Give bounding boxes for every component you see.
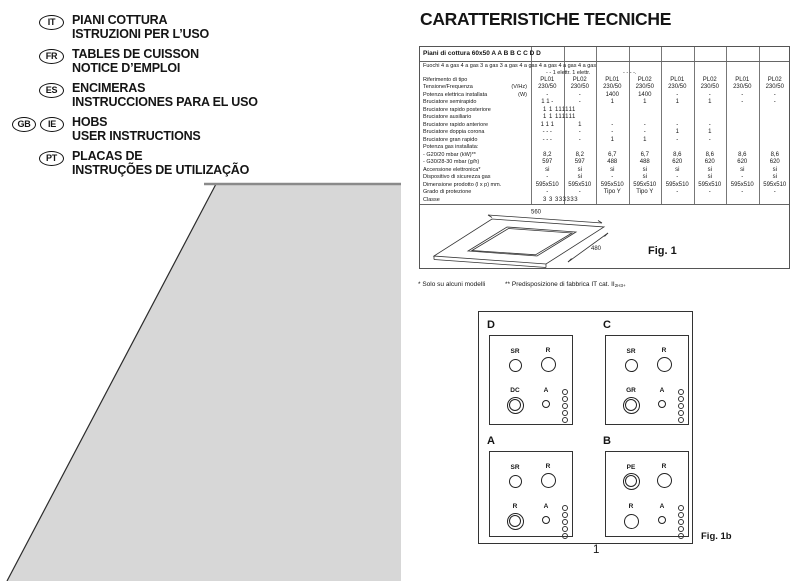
- table-cell: 230/50: [733, 84, 752, 91]
- control-knob: [678, 519, 684, 525]
- table-row: [420, 129, 789, 137]
- table-cell: si: [740, 166, 745, 173]
- table-cell: 595x510: [633, 181, 657, 188]
- table-row: [420, 182, 789, 190]
- table-row: [420, 122, 789, 130]
- table-cell: 595x510: [665, 181, 689, 188]
- fig1-cell: [420, 205, 789, 268]
- language-title: [72, 116, 201, 143]
- table-cell: -: [643, 129, 646, 136]
- table-row: [420, 77, 789, 85]
- table-cell: PL01: [735, 77, 750, 83]
- row-label: Riferimento di tipo: [423, 77, 468, 83]
- control-knob: [678, 526, 684, 532]
- burner-a-circle: [658, 400, 666, 408]
- language-line2: INSTRUCCIONES PARA EL USO: [72, 94, 258, 109]
- table-row: [420, 99, 789, 107]
- table-cell: -: [676, 189, 679, 196]
- table-cell: 1: [610, 99, 614, 106]
- language-badges: [12, 151, 64, 166]
- language-badges: [12, 117, 64, 132]
- burner-pe-circle: [623, 473, 640, 490]
- language-title: [72, 150, 249, 177]
- table-row: [420, 137, 789, 145]
- row-label: Bruciatore gran rapido: [423, 136, 478, 143]
- table-cell: 595x510: [763, 181, 787, 188]
- table-row: [420, 92, 789, 100]
- burner-label: A: [659, 387, 665, 394]
- burner-r-circle: [624, 514, 639, 529]
- table-cell: -: [578, 189, 581, 196]
- table-cell: 1: [578, 121, 582, 128]
- table-cell: 6,7: [640, 151, 649, 158]
- table-cell: si: [772, 174, 777, 181]
- burner-label: A: [659, 503, 665, 510]
- table-cell: Tipo Y: [636, 189, 654, 196]
- language-line1: HOBS: [72, 115, 108, 129]
- dim-560-label: 560: [530, 209, 542, 216]
- row-label: Classe: [423, 196, 440, 203]
- table-cell: si: [642, 166, 647, 173]
- control-knob: [562, 505, 568, 511]
- burner-r-circle: [541, 473, 556, 488]
- table-cell: -: [578, 129, 581, 136]
- row-label: Tensione/Frequenza: [423, 84, 473, 91]
- table-cell: 230/50: [668, 84, 687, 91]
- language-badges: [12, 49, 64, 64]
- table-cell: -: [546, 189, 549, 196]
- table-cell: 1: [610, 136, 614, 143]
- row-label: Dispositivo di sicurezza gas: [423, 174, 491, 181]
- row-unit: (W): [518, 91, 527, 98]
- table-cell: -: [708, 121, 711, 128]
- control-knob: [678, 389, 684, 395]
- table-cell: 8,6: [705, 151, 714, 158]
- table-cell: -: [676, 174, 679, 181]
- table-cell: 230/50: [635, 84, 654, 91]
- table-cell: PL01: [670, 77, 685, 83]
- burner-r-circle: [541, 357, 556, 372]
- burner-label: R: [545, 463, 551, 470]
- language-badge-pt: PT: [39, 151, 64, 166]
- language-line1: ENCIMERAS: [72, 81, 146, 95]
- table-cell: 230/50: [700, 84, 719, 91]
- language-line1: PLACAS DE: [72, 149, 143, 163]
- table-row: [420, 84, 789, 92]
- fig1-caption: Fig. 1: [648, 245, 677, 257]
- table-cell: Tipo Y: [603, 189, 621, 196]
- table-cell: PL02: [767, 77, 782, 83]
- spec-table: [419, 46, 790, 269]
- control-knob: [678, 396, 684, 402]
- table-cell: 1400: [605, 91, 619, 98]
- table-cell: si: [707, 166, 712, 173]
- language-line2: USER INSTRUCTIONS: [72, 128, 201, 143]
- control-knob: [678, 533, 684, 539]
- table-cell: 230/50: [570, 84, 589, 91]
- table-cell: si: [545, 166, 550, 173]
- table-cell: 1: [708, 129, 712, 136]
- burner-sr-circle: [625, 359, 638, 372]
- footnote-2-subscript: 2H3+: [614, 283, 626, 288]
- burner-label: A: [543, 503, 549, 510]
- table-row: [420, 197, 789, 205]
- table-cell: -: [546, 91, 549, 98]
- fuochi-row: Fuochi 4 a gas 4 a gas 3 a gas 3 a gas 4 a gas 4 a gas 4 a gas 4 a gas: [423, 63, 597, 69]
- row-label: Potenza elettrica installata: [423, 91, 488, 98]
- burner-r-circle: [657, 473, 672, 488]
- dim-480-label: 480: [591, 246, 602, 252]
- control-knob: [678, 417, 684, 423]
- table-cell: si: [577, 166, 582, 173]
- language-badges: [12, 83, 64, 98]
- control-knob: [678, 403, 684, 409]
- row-label: Bruciatore rapido posteriore: [423, 106, 491, 113]
- table-cell: 1 1 1: [540, 121, 554, 128]
- table-cell: 8,6: [738, 151, 747, 158]
- language-title: [72, 82, 258, 109]
- language-line1: TABLES DE CUISSON: [72, 47, 199, 61]
- row-label: Bruciatore ausiliario: [423, 114, 472, 121]
- language-line2: INSTRUÇÕES DE UTILIZAÇÃO: [72, 162, 250, 177]
- row-values-compressed: 3 3 333333: [543, 196, 579, 203]
- table-cell: 595x510: [600, 181, 624, 188]
- table-cell: 488: [607, 159, 618, 166]
- table-cell: PL02: [637, 77, 652, 83]
- language-line2: ISTRUZIONI PER L’USO: [72, 26, 209, 41]
- table-cell: 1: [643, 136, 647, 143]
- table-cell: 488: [639, 159, 650, 166]
- table-cell: -: [708, 91, 711, 98]
- table-cell: 595x510: [568, 181, 592, 188]
- table-cell: 1: [675, 99, 679, 106]
- table-cell: si: [642, 174, 647, 181]
- table-cell: -: [611, 174, 614, 181]
- table-cell: 1400: [638, 91, 652, 98]
- row-label: Bruciatore doppia corona: [423, 129, 485, 136]
- table-cell: - - -: [542, 136, 552, 143]
- table-cell: 620: [769, 159, 780, 166]
- page-number: 1: [593, 544, 600, 556]
- row-label: - G30/28-30 mbar (g/h): [423, 159, 480, 166]
- table-cell: 1: [708, 99, 712, 106]
- table-cell: 620: [737, 159, 748, 166]
- burner-label: DC: [510, 387, 520, 394]
- table-cell: 1 1 -: [541, 99, 554, 106]
- table-cell: si: [675, 166, 680, 173]
- table-cell: - - -: [542, 129, 552, 136]
- table-cell: PL02: [572, 77, 587, 83]
- table-cell: 8,6: [770, 151, 779, 158]
- table-cell: 8,2: [575, 151, 584, 158]
- burner-label: R: [661, 347, 667, 354]
- burner-label: PE: [626, 464, 636, 471]
- table-divider: [420, 61, 789, 62]
- table-cell: si: [577, 174, 582, 181]
- language-badge-es: ES: [39, 83, 64, 98]
- table-cell: 8,2: [543, 151, 552, 158]
- row-values-compressed: 1 1 111111: [543, 114, 576, 121]
- hob-panels: [478, 311, 693, 544]
- table-cell: -: [578, 136, 581, 143]
- table-cell: -: [773, 189, 776, 196]
- control-knob: [562, 389, 568, 395]
- table-cell: -: [578, 99, 581, 106]
- row-label: Bruciatore rapido anteriore: [423, 121, 489, 128]
- table-cell: PL01: [540, 77, 555, 83]
- control-knob: [678, 505, 684, 511]
- control-knob: [562, 533, 568, 539]
- control-knob: [562, 417, 568, 423]
- burner-label: R: [512, 503, 518, 510]
- row-values-compressed: 1 1 111111: [543, 106, 576, 113]
- language-title: [72, 14, 209, 41]
- table-cell: 1: [643, 99, 647, 106]
- table-cell: PL02: [702, 77, 717, 83]
- table-cell: -: [676, 136, 679, 143]
- table-cell: 620: [672, 159, 683, 166]
- table-cell: -: [741, 99, 744, 106]
- row-label: Bruciatore semirapido: [423, 99, 477, 106]
- footnote-1: * Solo su alcuni modelli: [418, 281, 486, 288]
- control-knob: [562, 526, 568, 532]
- table-cell: -: [741, 189, 744, 196]
- table-row: [420, 152, 789, 160]
- table-row: [420, 167, 789, 175]
- table-row: [420, 189, 789, 197]
- hob-panel-b: [605, 451, 689, 537]
- table-row: [420, 107, 789, 115]
- panel-label-c: C: [603, 319, 611, 331]
- table-cell: PL01: [605, 77, 620, 83]
- table-cell: 620: [704, 159, 715, 166]
- table-cell: 595x510: [730, 181, 754, 188]
- control-knob: [678, 512, 684, 518]
- language-badge-ie: IE: [40, 117, 64, 132]
- table-row: [420, 114, 789, 122]
- panel-label-b: B: [603, 435, 611, 447]
- panel-label-d: D: [487, 319, 495, 331]
- language-badge-gb: GB: [12, 117, 36, 132]
- burner-a-circle: [658, 516, 666, 524]
- burner-label: SR: [626, 348, 636, 355]
- table-row: [420, 144, 789, 152]
- burner-label: R: [628, 503, 634, 510]
- burner-label: GR: [626, 387, 636, 394]
- hob-panel-a: [489, 451, 573, 537]
- language-badges: [12, 15, 64, 30]
- burner-label: SR: [510, 348, 520, 355]
- burner-label: R: [545, 347, 551, 354]
- table-cell: 230/50: [765, 84, 784, 91]
- language-line1: PIANI COTTURA: [72, 13, 168, 27]
- control-knob: [562, 403, 568, 409]
- row-label: Grado di protezione: [423, 189, 472, 196]
- burner-label: R: [661, 463, 667, 470]
- burner-a-circle: [542, 400, 550, 408]
- table-cell: -: [741, 174, 744, 181]
- table-cell: -: [676, 91, 679, 98]
- table-cell: 597: [574, 159, 585, 166]
- burner-label: A: [543, 387, 549, 394]
- burner-sr-circle: [509, 475, 522, 488]
- burner-dc-circle: [507, 397, 524, 414]
- table-row: [420, 174, 789, 182]
- table-cell: 595x510: [535, 181, 559, 188]
- control-knob: [562, 396, 568, 402]
- table-cell: 1: [675, 129, 679, 136]
- table-cell: -: [643, 121, 646, 128]
- language-badge-it: IT: [39, 15, 64, 30]
- control-knob: [562, 519, 568, 525]
- table-cell: -: [578, 91, 581, 98]
- page-title: CARATTERISTICHE TECNICHE: [420, 9, 672, 29]
- hob-panel-d: [489, 335, 573, 425]
- row-label: Accensione elettronica*: [423, 166, 481, 173]
- fuochi-row-electric: - - 1 elettr. 1 elettr.: [546, 70, 591, 76]
- burner-a-circle: [542, 516, 550, 524]
- table-cell: -: [773, 91, 776, 98]
- burner-r-circle: [657, 357, 672, 372]
- fuochi-row-dashes: - - - -.: [623, 70, 637, 76]
- table-cell: 597: [542, 159, 553, 166]
- table-cell: si: [772, 166, 777, 173]
- table-header: Piani di cottura 60x50 A A B B C C D D: [423, 50, 541, 57]
- burner-sr-circle: [509, 359, 522, 372]
- burner-r-circle: [507, 513, 524, 530]
- hob-panel-c: [605, 335, 689, 425]
- table-cell: -: [546, 174, 549, 181]
- fig1b-caption: Fig. 1b: [701, 531, 732, 542]
- burner-label: SR: [510, 464, 520, 471]
- control-knob: [562, 512, 568, 518]
- table-row: [420, 159, 789, 167]
- table-cell: 595x510: [698, 181, 722, 188]
- table-cell: -: [773, 99, 776, 106]
- row-label: Potenza gas installata:: [423, 144, 479, 151]
- table-cell: -: [741, 91, 744, 98]
- table-cell: 6,7: [608, 151, 617, 158]
- panel-label-a: A: [487, 435, 495, 447]
- burner-gr-circle: [623, 397, 640, 414]
- language-title: [72, 48, 199, 75]
- footnote-2: ** Predisposizione di fabbrica IT cat. $II_{2H3+}$: [505, 281, 626, 288]
- table-cell: -: [611, 121, 614, 128]
- language-line2: NOTICE D’EMPLOI: [72, 60, 181, 75]
- row-unit: (V/Hz): [511, 84, 527, 91]
- table-cell: -: [611, 129, 614, 136]
- table-cell: -: [676, 121, 679, 128]
- control-knob: [678, 410, 684, 416]
- table-cell: si: [707, 174, 712, 181]
- table-cell: 230/50: [538, 84, 557, 91]
- table-cell: 8,6: [673, 151, 682, 158]
- table-cell: -: [708, 136, 711, 143]
- table-cell: 230/50: [603, 84, 622, 91]
- row-label: - G20/20 mbar (kW)**: [423, 151, 476, 158]
- table-cell: si: [610, 166, 615, 173]
- cutout-drawing: [428, 207, 618, 269]
- table-cell: -: [708, 189, 711, 196]
- language-badge-fr: FR: [39, 49, 64, 64]
- row-label: Dimensione prodotto (l x p) mm.: [423, 181, 502, 188]
- control-knob: [562, 410, 568, 416]
